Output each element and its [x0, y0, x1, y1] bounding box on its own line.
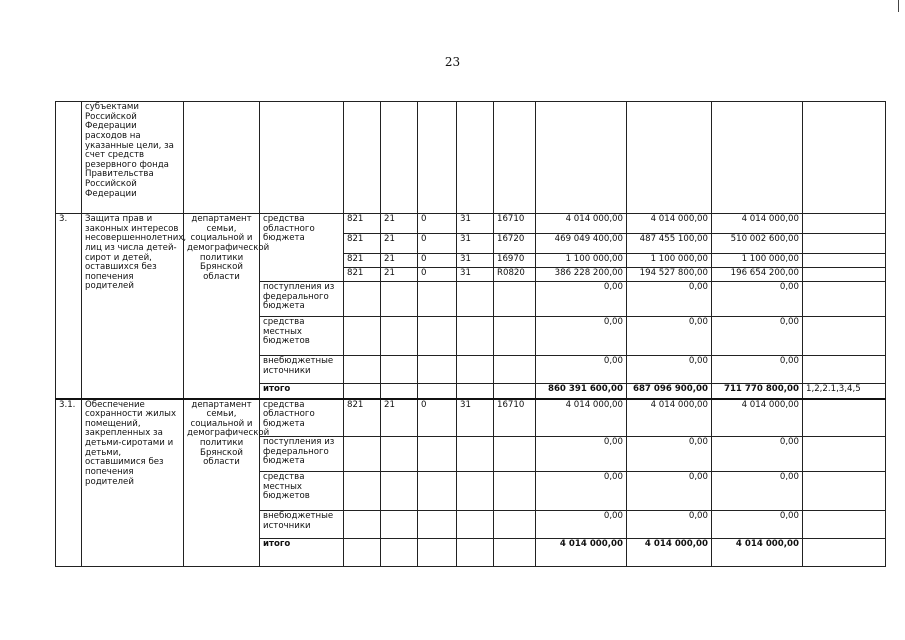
cell-empty [494, 317, 536, 356]
section-executor: департамент семьи, социальной и демографической политики Брянской области [184, 399, 260, 567]
cell-year1: 4 014 000,00 [536, 214, 627, 234]
cell-year3: 0,00 [712, 437, 803, 472]
cell-empty [494, 384, 536, 399]
cell-year2: 194 527 800,00 [627, 268, 712, 282]
cell-empty [457, 384, 494, 399]
cell-empty [418, 539, 457, 567]
total-year1: 4 014 000,00 [536, 539, 627, 567]
cell-empty [344, 472, 381, 511]
cell-empty [418, 472, 457, 511]
cell-goals [803, 268, 886, 282]
cell-goals [803, 214, 886, 234]
cell-csr2: 16710 [494, 214, 536, 234]
section-number: 3. [56, 214, 82, 399]
cell-empty [344, 384, 381, 399]
budget-table [55, 101, 886, 567]
cell-grbs: 821 [344, 214, 381, 234]
cell-year2: 0,00 [627, 317, 712, 356]
cell-goals [803, 437, 886, 472]
cell-empty [457, 539, 494, 567]
cell-pr: 0 [418, 399, 457, 437]
source-label: средства областного бюджета [260, 214, 344, 282]
source-label: поступления из федерального бюджета [260, 282, 344, 317]
cell-year1: 1 100 000,00 [536, 254, 627, 268]
cell-empty [381, 472, 418, 511]
table-row [56, 214, 886, 234]
cell-year3: 0,00 [712, 472, 803, 511]
cell-csr1: 31 [457, 254, 494, 268]
cell-goals [803, 317, 886, 356]
cell-empty [457, 317, 494, 356]
cell-year3: 4 014 000,00 [712, 399, 803, 437]
source-label: поступления из федерального бюджета [260, 437, 344, 472]
cell-year2: 0,00 [627, 511, 712, 539]
section-name: Обеспечение сохранности жилых помещений, закрепленных за детьми-сиротами и детьми, оставшимися без попечения родителей [82, 399, 184, 567]
cell-prev-name: субъектами Российской Федерации расходов на указанные цели, за счет средств резервного фонда Правительства Российской Федерации [82, 102, 184, 214]
cell-empty [418, 102, 457, 214]
cell-goals [803, 254, 886, 268]
cell-empty [494, 356, 536, 384]
cell-empty [344, 282, 381, 317]
cell-empty [260, 102, 344, 214]
cell-empty [344, 511, 381, 539]
cell-empty [712, 102, 803, 214]
cell-csr1: 31 [457, 214, 494, 234]
source-label: внебюджетные источники [260, 356, 344, 384]
cell-year2: 4 014 000,00 [627, 399, 712, 437]
cell-empty [457, 282, 494, 317]
cell-year3: 4 014 000,00 [712, 214, 803, 234]
cell-empty [418, 511, 457, 539]
cell-grbs: 821 [344, 399, 381, 437]
goals-list: 1,2,2.1,3,4,5 [803, 384, 886, 399]
cell-pr: 0 [418, 214, 457, 234]
cell-goals [803, 234, 886, 254]
source-label: средства областного бюджета [260, 399, 344, 437]
cell-year3: 0,00 [712, 356, 803, 384]
cell-empty [344, 356, 381, 384]
cell-rz: 21 [381, 399, 418, 437]
cell-empty [344, 317, 381, 356]
table-row [56, 399, 886, 437]
cell-empty [381, 282, 418, 317]
total-label: итого [260, 539, 344, 567]
cell-empty [457, 472, 494, 511]
total-label: итого [260, 384, 344, 399]
cell-empty [344, 437, 381, 472]
cell-empty [184, 102, 260, 214]
cell-year1: 386 228 200,00 [536, 268, 627, 282]
cell-rz: 21 [381, 214, 418, 234]
cell-year1: 4 014 000,00 [536, 399, 627, 437]
cell-csr1: 31 [457, 399, 494, 437]
cell-grbs: 821 [344, 234, 381, 254]
cell-empty [381, 317, 418, 356]
cell-csr2: R0820 [494, 268, 536, 282]
total-year2: 4 014 000,00 [627, 539, 712, 567]
cell-year3: 0,00 [712, 282, 803, 317]
cell-empty [381, 539, 418, 567]
cell-year2: 487 455 100,00 [627, 234, 712, 254]
cell-empty [418, 384, 457, 399]
cell-empty [494, 539, 536, 567]
cell-empty [803, 102, 886, 214]
cell-year2: 4 014 000,00 [627, 214, 712, 234]
cell-csr1: 31 [457, 268, 494, 282]
cell-year2: 0,00 [627, 282, 712, 317]
source-label: средства местных бюджетов [260, 317, 344, 356]
cell-rz: 21 [381, 254, 418, 268]
cell-goals [803, 472, 886, 511]
cell-empty [344, 102, 381, 214]
cell-year3: 0,00 [712, 511, 803, 539]
cell-year1: 0,00 [536, 437, 627, 472]
cell-grbs: 821 [344, 268, 381, 282]
cell-year3: 510 002 600,00 [712, 234, 803, 254]
cell-empty [344, 539, 381, 567]
cell-grbs: 821 [344, 254, 381, 268]
source-label: средства местных бюджетов [260, 472, 344, 511]
page-number: 23 [444, 55, 461, 69]
cell-year3: 1 100 000,00 [712, 254, 803, 268]
cell-empty [536, 102, 627, 214]
section-executor: департамент семьи, социальной и демографической политики Брянской области [184, 214, 260, 399]
cell-empty [457, 356, 494, 384]
cell-csr2: 16970 [494, 254, 536, 268]
cell-empty [494, 472, 536, 511]
cell-year3: 196 654 200,00 [712, 268, 803, 282]
table-row-continued [56, 102, 886, 214]
cell-goals [803, 356, 886, 384]
cell-empty [418, 356, 457, 384]
cell-empty [418, 317, 457, 356]
source-label: внебюджетные источники [260, 511, 344, 539]
cell-pr: 0 [418, 268, 457, 282]
cell-year2: 0,00 [627, 356, 712, 384]
cell-pr: 0 [418, 234, 457, 254]
cell-year2: 0,00 [627, 472, 712, 511]
cell-goals [803, 511, 886, 539]
section-name: Защита прав и законных интересов несовершеннолетних, лиц из числа детей-сирот и детей, оставшихся без попечения родителей [82, 214, 184, 399]
cell-goals [803, 539, 886, 567]
total-year2: 687 096 900,00 [627, 384, 712, 399]
cell-rz: 21 [381, 234, 418, 254]
cell-empty [418, 437, 457, 472]
cell-year1: 469 049 400,00 [536, 234, 627, 254]
cell-empty [494, 437, 536, 472]
cell-year2: 0,00 [627, 437, 712, 472]
cell-csr2: 16720 [494, 234, 536, 254]
cell-csr2: 16710 [494, 399, 536, 437]
cell-empty [494, 511, 536, 539]
total-year3: 4 014 000,00 [712, 539, 803, 567]
edge-mark [898, 0, 899, 12]
cell-empty [381, 356, 418, 384]
cell-empty [381, 511, 418, 539]
cell-empty [381, 437, 418, 472]
cell-pr: 0 [418, 254, 457, 268]
cell-empty [494, 282, 536, 317]
cell-empty [418, 282, 457, 317]
cell-empty [381, 384, 418, 399]
cell-empty [457, 511, 494, 539]
cell-empty [494, 102, 536, 214]
cell-empty [627, 102, 712, 214]
cell-year1: 0,00 [536, 472, 627, 511]
cell-csr1: 31 [457, 234, 494, 254]
cell-goals [803, 282, 886, 317]
cell-year1: 0,00 [536, 317, 627, 356]
cell-empty [457, 102, 494, 214]
cell-year3: 0,00 [712, 317, 803, 356]
cell-year2: 1 100 000,00 [627, 254, 712, 268]
cell-empty [381, 102, 418, 214]
total-year1: 860 391 600,00 [536, 384, 627, 399]
cell-goals [803, 399, 886, 437]
section-number: 3.1. [56, 399, 82, 567]
total-year3: 711 770 800,00 [712, 384, 803, 399]
cell-empty [457, 437, 494, 472]
cell-year1: 0,00 [536, 282, 627, 317]
cell-year1: 0,00 [536, 356, 627, 384]
cell-num [56, 102, 82, 214]
cell-year1: 0,00 [536, 511, 627, 539]
cell-rz: 21 [381, 268, 418, 282]
